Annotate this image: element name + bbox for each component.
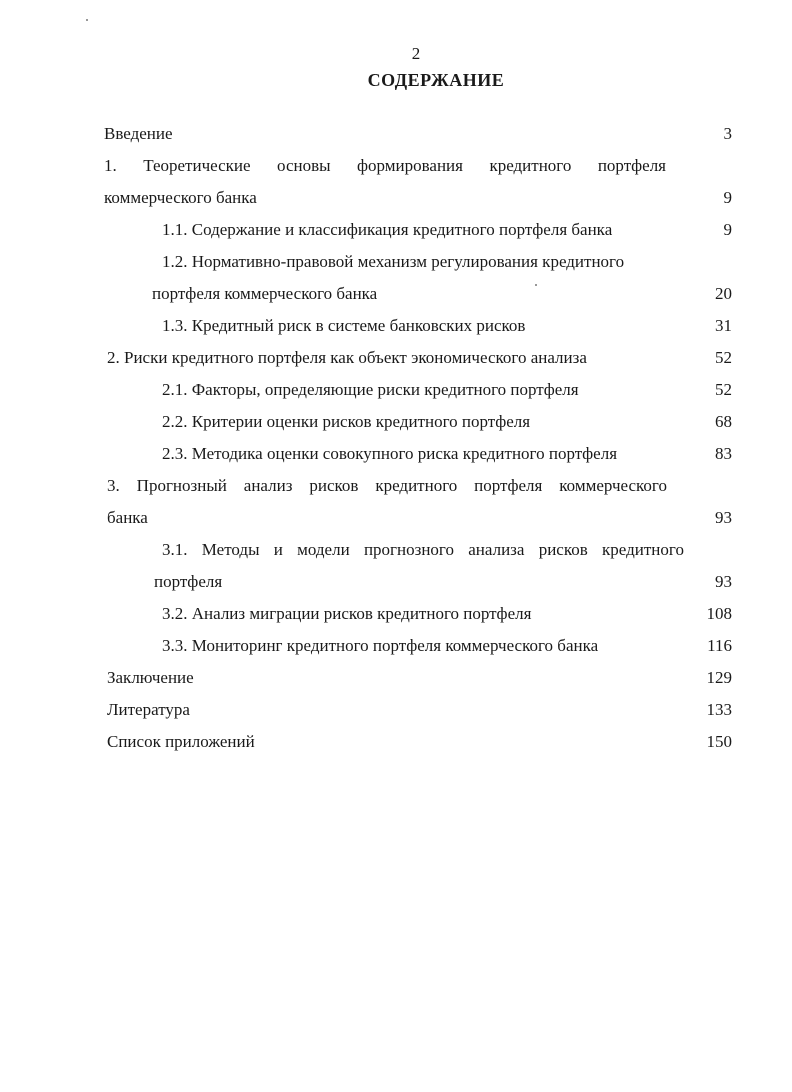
toc-word: анализа [468,540,525,559]
toc-word: прогнозного [363,540,454,559]
toc-entry-page: 108 [706,604,732,623]
toc-word: кредитного [489,156,572,175]
toc-entry-label: Заключение [107,668,194,687]
toc-entry-page: 9 [723,188,732,207]
toc-word: рисков [538,540,588,559]
toc-word: основы [277,156,331,175]
toc-entry-label: 2.2. Критерии оценки рисков кредитного портфеля [162,412,531,431]
toc-entry-label: Литература [107,700,190,719]
toc-word: кредитного [375,476,458,495]
toc-chapter-1-line2 [104,182,732,214]
toc-entry-label: 3.3. Мониторинг кредитного портфеля коммерческого банка [162,636,599,655]
toc-chapter-1-line1 [104,150,666,182]
toc-entry-label: банка [107,508,148,527]
toc-entry-page: 68 [715,412,732,431]
toc-chapter-3-line2 [107,502,732,534]
toc-word: портфеля [597,156,666,175]
page-title: СОДЕРЖАНИЕ [367,70,505,90]
toc-entry-label: 1.1. Содержание и классификация кредитного портфеля банка [162,220,613,239]
toc-word: 3.1. [162,540,188,559]
toc-section-1-2-line1 [162,246,732,278]
toc-section-2-2 [162,406,732,438]
toc-entry-label: портфеля [154,572,223,591]
toc-word: 1. [104,156,117,175]
toc-entry-label: 2.3. Методика оценки совокупного риска кредитного портфеля [162,444,618,463]
toc-word: и [273,540,283,559]
toc-word: анализ [243,476,293,495]
toc-entry-page: 93 [715,572,732,591]
toc-entry-page: 150 [706,732,732,751]
toc-section-1-1 [162,214,732,246]
toc-section-2-1 [162,374,732,406]
toc-chapter-2 [107,342,732,374]
page-number: 2 [411,44,421,63]
toc-entry-label: коммерческого банка [104,188,257,207]
toc-entry-page: 9 [723,220,732,239]
toc-entry-label: Список приложений [107,732,255,751]
toc-entry-literature [107,694,732,726]
toc-entry-page: 83 [715,444,732,463]
toc-word: рисков [309,476,359,495]
toc-section-1-3 [162,310,732,342]
toc-entry-appendices [107,726,732,758]
toc-entry-page: 129 [706,668,732,687]
toc-word: кредитного [602,540,684,559]
toc-word: формирования [357,156,463,175]
toc-section-3-2 [162,598,732,630]
toc-entry-label: Введение [104,124,173,143]
toc-word: 3. [107,476,120,495]
toc-section-1-2-line2 [152,278,732,310]
toc-section-3-3 [162,630,732,662]
toc-entry-page: 93 [715,508,732,527]
toc-entry-label: портфеля коммерческого банка [152,284,378,303]
toc-entry-page: 52 [715,348,732,367]
toc-entry-page: 133 [706,700,732,719]
toc-word: Методы [201,540,260,559]
toc-word: Теоретические [143,156,251,175]
toc-section-3-1-line1 [162,534,684,566]
toc-entry-page: 3 [723,124,732,143]
toc-entry-label: 3.2. Анализ миграции рисков кредитного портфеля [162,604,532,623]
toc-word: модели [297,540,350,559]
toc-entry-page: 20 [715,284,732,303]
toc-word: Прогнозный [136,476,227,495]
toc-word: портфеля [474,476,543,495]
toc-chapter-3-line1 [107,470,667,502]
toc-word: коммерческого [559,476,667,495]
toc-entry-intro [104,118,732,150]
toc-entry-label: 2. Риски кредитного портфеля как объект экономического анализа [107,348,587,367]
toc-entry-label: 2.1. Факторы, определяющие риски кредитного портфеля [162,380,579,399]
scan-speck [86,19,88,21]
toc-entry-label: 1.2. Нормативно-правовой механизм регулирования кредитного [162,252,625,271]
toc-entry-page: 31 [715,316,732,335]
toc-entry-page: 116 [707,636,732,655]
toc-section-3-1-line2 [154,566,732,598]
toc-section-2-3 [162,438,732,470]
toc-entry-conclusion [107,662,732,694]
toc-entry-page: 52 [715,380,732,399]
toc-entry-label: 1.3. Кредитный риск в системе банковских рисков [162,316,526,335]
